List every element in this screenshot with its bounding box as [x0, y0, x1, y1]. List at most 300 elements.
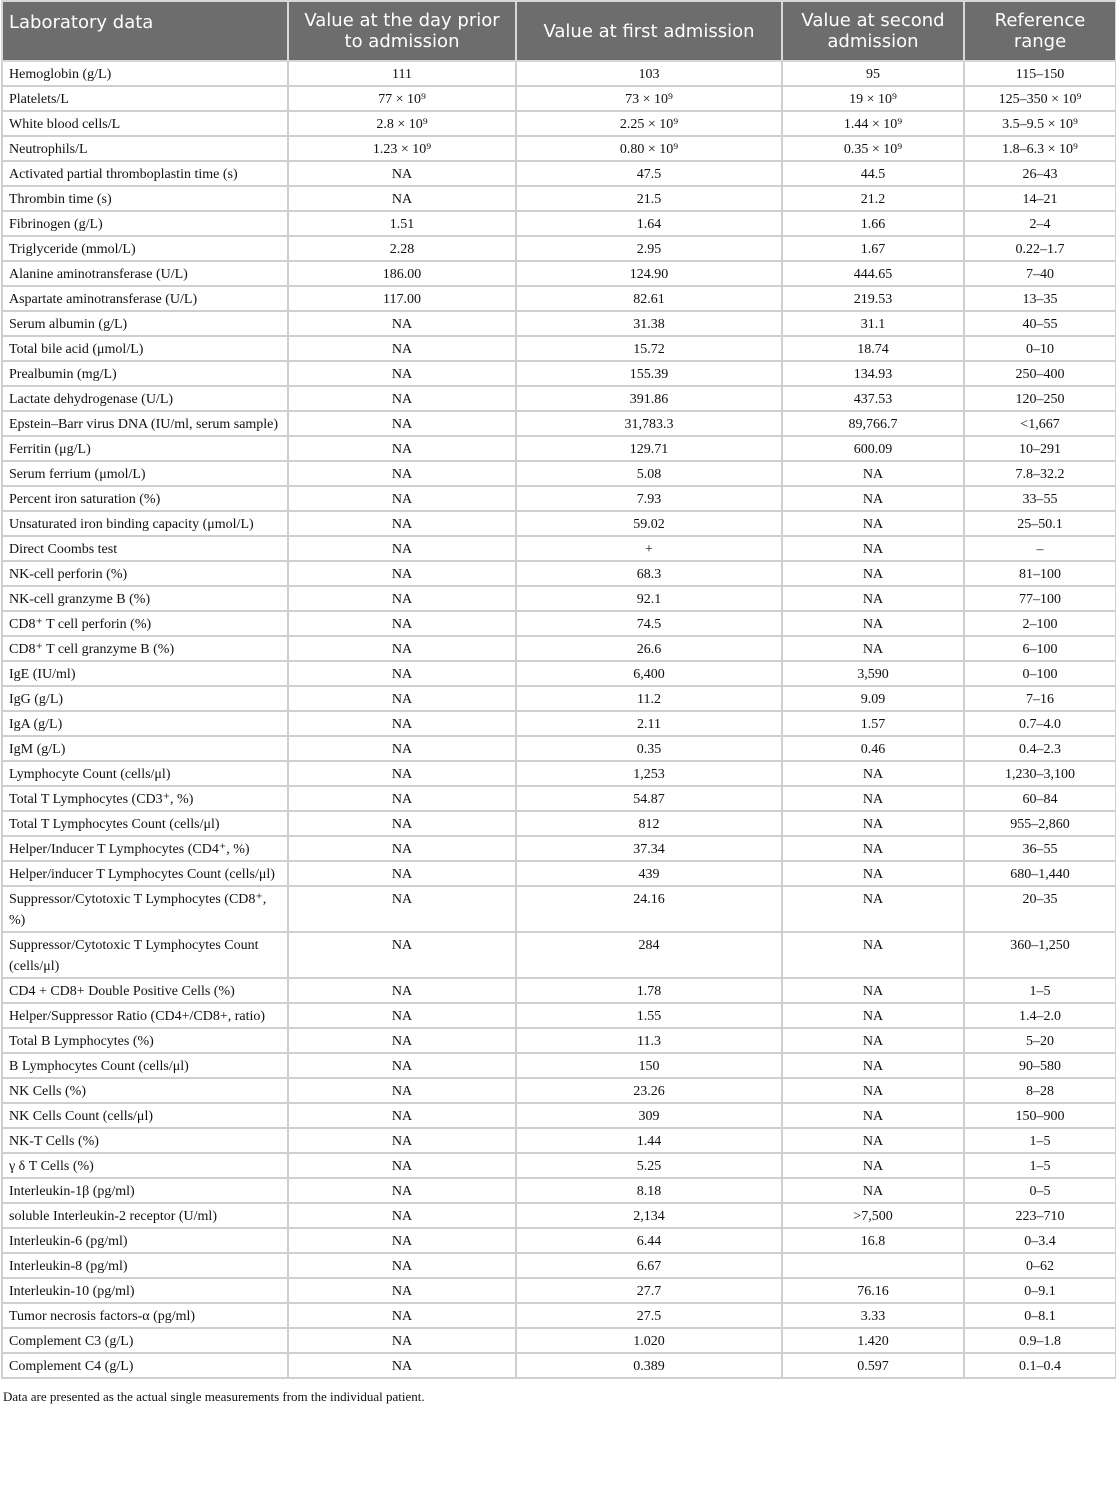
table-row: [2, 711, 1116, 736]
reference-range-cell: –: [964, 536, 1116, 561]
first-admission-value-cell: 11.3: [516, 1028, 782, 1053]
reference-range-cell: 36–55: [964, 836, 1116, 861]
lab-test-cell: B Lymphocytes Count (cells/μl): [2, 1053, 288, 1078]
reference-range-cell: 7–40: [964, 261, 1116, 286]
reference-range-cell: 1,230–3,100: [964, 761, 1116, 786]
reference-range-cell: 955–2,860: [964, 811, 1116, 836]
table-row: [2, 1078, 1116, 1103]
reference-range-cell: 3.5–9.5 × 10⁹: [964, 111, 1116, 136]
prior-day-value-cell: NA: [288, 536, 516, 561]
table-row: [2, 886, 1116, 932]
first-admission-value-cell: 129.71: [516, 436, 782, 461]
reference-range-cell: 1.4–2.0: [964, 1003, 1116, 1028]
lab-test-cell: Serum ferrium (μmol/L): [2, 461, 288, 486]
second-admission-value-cell: NA: [782, 461, 964, 486]
first-admission-value-cell: 5.08: [516, 461, 782, 486]
table-footnote: Data are presented as the actual single measurements from the individual patient.: [3, 1389, 425, 1404]
lab-test-cell: CD4 + CD8+ Double Positive Cells (%): [2, 978, 288, 1003]
prior-day-value-cell: NA: [288, 711, 516, 736]
lab-test-cell: IgG (g/L): [2, 686, 288, 711]
table-row: [2, 1003, 1116, 1028]
lab-test-cell: Percent iron saturation (%): [2, 486, 288, 511]
reference-range-cell: 7.8–32.2: [964, 461, 1116, 486]
table-row: [2, 978, 1116, 1003]
lab-test-cell: Complement C3 (g/L): [2, 1328, 288, 1353]
prior-day-value-cell: NA: [288, 736, 516, 761]
reference-range-cell: 0–10: [964, 336, 1116, 361]
lab-test-cell: Lymphocyte Count (cells/μl): [2, 761, 288, 786]
lab-test-cell: Lactate dehydrogenase (U/L): [2, 386, 288, 411]
second-admission-value-cell: NA: [782, 636, 964, 661]
column-header-lab-test: Laboratory data: [2, 1, 288, 61]
second-admission-value-cell: 9.09: [782, 686, 964, 711]
reference-range-cell: 1–5: [964, 1153, 1116, 1178]
reference-range-cell: 0–9.1: [964, 1278, 1116, 1303]
prior-day-value-cell: NA: [288, 786, 516, 811]
second-admission-value-cell: 21.2: [782, 186, 964, 211]
second-admission-value-cell: 0.597: [782, 1353, 964, 1378]
reference-range-cell: 0–62: [964, 1253, 1116, 1278]
lab-test-cell: Total bile acid (μmol/L): [2, 336, 288, 361]
reference-range-cell: 223–710: [964, 1203, 1116, 1228]
table-row: [2, 86, 1116, 111]
prior-day-value-cell: NA: [288, 761, 516, 786]
second-admission-value-cell: NA: [782, 786, 964, 811]
first-admission-value-cell: 54.87: [516, 786, 782, 811]
lab-test-cell: Unsaturated iron binding capacity (μmol/L): [2, 511, 288, 536]
first-admission-value-cell: 812: [516, 811, 782, 836]
first-admission-value-cell: 74.5: [516, 611, 782, 636]
first-admission-value-cell: 103: [516, 61, 782, 86]
table-row: [2, 861, 1116, 886]
second-admission-value-cell: [782, 1253, 964, 1278]
prior-day-value-cell: NA: [288, 1003, 516, 1028]
prior-day-value-cell: NA: [288, 611, 516, 636]
reference-range-cell: 7–16: [964, 686, 1116, 711]
prior-day-value-cell: NA: [288, 1053, 516, 1078]
table-row: [2, 1028, 1116, 1053]
lab-test-cell: Suppressor/Cytotoxic T Lymphocytes (CD8⁺, %): [2, 886, 288, 932]
table-header-row: [2, 1, 1116, 61]
prior-day-value-cell: NA: [288, 386, 516, 411]
prior-day-value-cell: NA: [288, 1153, 516, 1178]
table-row: [2, 1253, 1116, 1278]
reference-range-cell: 115–150: [964, 61, 1116, 86]
reference-range-cell: 25–50.1: [964, 511, 1116, 536]
reference-range-cell: 1.8–6.3 × 10⁹: [964, 136, 1116, 161]
table-row: [2, 786, 1116, 811]
table-row: [2, 1278, 1116, 1303]
lab-test-cell: Neutrophils/L: [2, 136, 288, 161]
reference-range-cell: 90–580: [964, 1053, 1116, 1078]
second-admission-value-cell: 31.1: [782, 311, 964, 336]
table-row: [2, 1203, 1116, 1228]
lab-test-cell: NK Cells Count (cells/μl): [2, 1103, 288, 1128]
first-admission-value-cell: 0.35: [516, 736, 782, 761]
table-row: [2, 836, 1116, 861]
table-row: [2, 586, 1116, 611]
table-row: [2, 1178, 1116, 1203]
table-row: [2, 111, 1116, 136]
second-admission-value-cell: NA: [782, 811, 964, 836]
first-admission-value-cell: 2.25 × 10⁹: [516, 111, 782, 136]
lab-test-cell: Hemoglobin (g/L): [2, 61, 288, 86]
prior-day-value-cell: NA: [288, 1303, 516, 1328]
table-row: [2, 386, 1116, 411]
second-admission-value-cell: 1.44 × 10⁹: [782, 111, 964, 136]
first-admission-value-cell: 1.020: [516, 1328, 782, 1353]
lab-test-cell: Total T Lymphocytes Count (cells/μl): [2, 811, 288, 836]
prior-day-value-cell: NA: [288, 836, 516, 861]
table-row: [2, 361, 1116, 386]
lab-test-cell: IgA (g/L): [2, 711, 288, 736]
lab-test-cell: NK-T Cells (%): [2, 1128, 288, 1153]
lab-test-cell: γ δ T Cells (%): [2, 1153, 288, 1178]
table-row: [2, 511, 1116, 536]
prior-day-value-cell: NA: [288, 1228, 516, 1253]
first-admission-value-cell: 37.34: [516, 836, 782, 861]
reference-range-cell: 81–100: [964, 561, 1116, 586]
reference-range-cell: 33–55: [964, 486, 1116, 511]
prior-day-value-cell: 77 × 10⁹: [288, 86, 516, 111]
reference-range-cell: 0–3.4: [964, 1228, 1116, 1253]
prior-day-value-cell: NA: [288, 561, 516, 586]
first-admission-value-cell: 6.44: [516, 1228, 782, 1253]
lab-test-cell: Alanine aminotransferase (U/L): [2, 261, 288, 286]
second-admission-value-cell: 1.57: [782, 711, 964, 736]
reference-range-cell: 1–5: [964, 1128, 1116, 1153]
lab-test-cell: White blood cells/L: [2, 111, 288, 136]
second-admission-value-cell: 44.5: [782, 161, 964, 186]
second-admission-value-cell: 95: [782, 61, 964, 86]
lab-test-cell: Helper/inducer T Lymphocytes Count (cells/μl): [2, 861, 288, 886]
table-row: [2, 536, 1116, 561]
table-row: [2, 1228, 1116, 1253]
table-row: [2, 561, 1116, 586]
table-row: [2, 761, 1116, 786]
second-admission-value-cell: NA: [782, 761, 964, 786]
first-admission-value-cell: 2.95: [516, 236, 782, 261]
table-row: [2, 811, 1116, 836]
reference-range-cell: 13–35: [964, 286, 1116, 311]
reference-range-cell: 0.1–0.4: [964, 1353, 1116, 1378]
first-admission-value-cell: 5.25: [516, 1153, 782, 1178]
prior-day-value-cell: 186.00: [288, 261, 516, 286]
lab-test-cell: Interleukin-6 (pg/ml): [2, 1228, 288, 1253]
second-admission-value-cell: 0.46: [782, 736, 964, 761]
lab-test-cell: CD8⁺ T cell granzyme B (%): [2, 636, 288, 661]
second-admission-value-cell: NA: [782, 1078, 964, 1103]
first-admission-value-cell: 155.39: [516, 361, 782, 386]
prior-day-value-cell: 1.51: [288, 211, 516, 236]
first-admission-value-cell: 2.11: [516, 711, 782, 736]
prior-day-value-cell: NA: [288, 486, 516, 511]
table-row: [2, 486, 1116, 511]
first-admission-value-cell: 0.389: [516, 1353, 782, 1378]
lab-test-cell: CD8⁺ T cell perforin (%): [2, 611, 288, 636]
second-admission-value-cell: NA: [782, 1028, 964, 1053]
table-row: [2, 736, 1116, 761]
lab-test-cell: Aspartate aminotransferase (U/L): [2, 286, 288, 311]
lab-test-cell: Epstein–Barr virus DNA (IU/ml, serum sample): [2, 411, 288, 436]
second-admission-value-cell: NA: [782, 978, 964, 1003]
reference-range-cell: 40–55: [964, 311, 1116, 336]
lab-test-cell: Activated partial thromboplastin time (s): [2, 161, 288, 186]
second-admission-value-cell: 16.8: [782, 1228, 964, 1253]
first-admission-value-cell: 309: [516, 1103, 782, 1128]
prior-day-value-cell: 111: [288, 61, 516, 86]
reference-range-cell: 10–291: [964, 436, 1116, 461]
table-row: [2, 261, 1116, 286]
first-admission-value-cell: 6,400: [516, 661, 782, 686]
lab-test-cell: Suppressor/Cytotoxic T Lymphocytes Count (cells/μl): [2, 932, 288, 978]
reference-range-cell: 0.7–4.0: [964, 711, 1116, 736]
reference-range-cell: 60–84: [964, 786, 1116, 811]
second-admission-value-cell: NA: [782, 1103, 964, 1128]
reference-range-cell: 0–100: [964, 661, 1116, 686]
prior-day-value-cell: 2.28: [288, 236, 516, 261]
first-admission-value-cell: 24.16: [516, 886, 782, 932]
second-admission-value-cell: 1.66: [782, 211, 964, 236]
second-admission-value-cell: 1.420: [782, 1328, 964, 1353]
table-row: [2, 186, 1116, 211]
table-row: [2, 436, 1116, 461]
first-admission-value-cell: 124.90: [516, 261, 782, 286]
second-admission-value-cell: NA: [782, 561, 964, 586]
prior-day-value-cell: NA: [288, 661, 516, 686]
first-admission-value-cell: 21.5: [516, 186, 782, 211]
table-row: [2, 236, 1116, 261]
reference-range-cell: 8–28: [964, 1078, 1116, 1103]
second-admission-value-cell: NA: [782, 836, 964, 861]
first-admission-value-cell: 7.93: [516, 486, 782, 511]
prior-day-value-cell: NA: [288, 1253, 516, 1278]
prior-day-value-cell: NA: [288, 361, 516, 386]
first-admission-value-cell: 1,253: [516, 761, 782, 786]
table-row: [2, 461, 1116, 486]
second-admission-value-cell: NA: [782, 886, 964, 932]
reference-range-cell: 0.22–1.7: [964, 236, 1116, 261]
second-admission-value-cell: 19 × 10⁹: [782, 86, 964, 111]
prior-day-value-cell: NA: [288, 1203, 516, 1228]
reference-range-cell: 1–5: [964, 978, 1116, 1003]
lab-test-cell: Direct Coombs test: [2, 536, 288, 561]
reference-range-cell: 0–5: [964, 1178, 1116, 1203]
table-row: [2, 1353, 1116, 1378]
first-admission-value-cell: 23.26: [516, 1078, 782, 1103]
prior-day-value-cell: NA: [288, 886, 516, 932]
first-admission-value-cell: 26.6: [516, 636, 782, 661]
reference-range-cell: 6–100: [964, 636, 1116, 661]
first-admission-value-cell: 8.18: [516, 1178, 782, 1203]
lab-test-cell: Helper/Inducer T Lymphocytes (CD4⁺, %): [2, 836, 288, 861]
first-admission-value-cell: 284: [516, 932, 782, 978]
lab-test-cell: NK-cell granzyme B (%): [2, 586, 288, 611]
prior-day-value-cell: NA: [288, 461, 516, 486]
second-admission-value-cell: 0.35 × 10⁹: [782, 136, 964, 161]
second-admission-value-cell: 219.53: [782, 286, 964, 311]
first-admission-value-cell: 31.38: [516, 311, 782, 336]
table-row: [2, 1328, 1116, 1353]
second-admission-value-cell: 600.09: [782, 436, 964, 461]
first-admission-value-cell: 1.64: [516, 211, 782, 236]
lab-test-cell: Tumor necrosis factors-α (pg/ml): [2, 1303, 288, 1328]
first-admission-value-cell: 1.78: [516, 978, 782, 1003]
prior-day-value-cell: NA: [288, 636, 516, 661]
prior-day-value-cell: NA: [288, 1078, 516, 1103]
first-admission-value-cell: 47.5: [516, 161, 782, 186]
prior-day-value-cell: NA: [288, 861, 516, 886]
second-admission-value-cell: NA: [782, 511, 964, 536]
first-admission-value-cell: 439: [516, 861, 782, 886]
prior-day-value-cell: NA: [288, 1028, 516, 1053]
table-row: [2, 661, 1116, 686]
table-row: [2, 211, 1116, 236]
table-row: [2, 286, 1116, 311]
lab-test-cell: Triglyceride (mmol/L): [2, 236, 288, 261]
prior-day-value-cell: 117.00: [288, 286, 516, 311]
prior-day-value-cell: NA: [288, 436, 516, 461]
first-admission-value-cell: 391.86: [516, 386, 782, 411]
prior-day-value-cell: 2.8 × 10⁹: [288, 111, 516, 136]
reference-range-cell: 77–100: [964, 586, 1116, 611]
second-admission-value-cell: >7,500: [782, 1203, 964, 1228]
laboratory-data-table: [1, 0, 1116, 1379]
first-admission-value-cell: 27.7: [516, 1278, 782, 1303]
first-admission-value-cell: 73 × 10⁹: [516, 86, 782, 111]
second-admission-value-cell: NA: [782, 611, 964, 636]
second-admission-value-cell: NA: [782, 486, 964, 511]
reference-range-cell: 14–21: [964, 186, 1116, 211]
first-admission-value-cell: 1.55: [516, 1003, 782, 1028]
lab-test-cell: Thrombin time (s): [2, 186, 288, 211]
second-admission-value-cell: 89,766.7: [782, 411, 964, 436]
second-admission-value-cell: NA: [782, 1178, 964, 1203]
reference-range-cell: 125–350 × 10⁹: [964, 86, 1116, 111]
prior-day-value-cell: NA: [288, 161, 516, 186]
prior-day-value-cell: NA: [288, 1128, 516, 1153]
prior-day-value-cell: NA: [288, 978, 516, 1003]
column-header-reference-range: Reference range: [964, 1, 1116, 61]
second-admission-value-cell: NA: [782, 861, 964, 886]
column-header-first-admission-value: Value at first admission: [516, 1, 782, 61]
prior-day-value-cell: NA: [288, 1103, 516, 1128]
prior-day-value-cell: NA: [288, 411, 516, 436]
first-admission-value-cell: 59.02: [516, 511, 782, 536]
prior-day-value-cell: NA: [288, 932, 516, 978]
lab-test-cell: Serum albumin (g/L): [2, 311, 288, 336]
reference-range-cell: <1,667: [964, 411, 1116, 436]
table-row: [2, 932, 1116, 978]
first-admission-value-cell: 15.72: [516, 336, 782, 361]
prior-day-value-cell: NA: [288, 1278, 516, 1303]
prior-day-value-cell: 1.23 × 10⁹: [288, 136, 516, 161]
reference-range-cell: 5–20: [964, 1028, 1116, 1053]
prior-day-value-cell: NA: [288, 511, 516, 536]
second-admission-value-cell: 18.74: [782, 336, 964, 361]
reference-range-cell: 2–100: [964, 611, 1116, 636]
second-admission-value-cell: 1.67: [782, 236, 964, 261]
table-row: [2, 136, 1116, 161]
table-row: [2, 1128, 1116, 1153]
table-row: [2, 1053, 1116, 1078]
lab-test-cell: Platelets/L: [2, 86, 288, 111]
reference-range-cell: 250–400: [964, 361, 1116, 386]
second-admission-value-cell: NA: [782, 536, 964, 561]
lab-test-cell: NK Cells (%): [2, 1078, 288, 1103]
reference-range-cell: 0–8.1: [964, 1303, 1116, 1328]
lab-test-cell: Complement C4 (g/L): [2, 1353, 288, 1378]
table-row: [2, 411, 1116, 436]
table-row: [2, 61, 1116, 86]
second-admission-value-cell: NA: [782, 1003, 964, 1028]
first-admission-value-cell: 11.2: [516, 686, 782, 711]
prior-day-value-cell: NA: [288, 311, 516, 336]
second-admission-value-cell: NA: [782, 1128, 964, 1153]
second-admission-value-cell: 3.33: [782, 1303, 964, 1328]
lab-test-cell: IgE (IU/ml): [2, 661, 288, 686]
table-row: [2, 636, 1116, 661]
first-admission-value-cell: +: [516, 536, 782, 561]
lab-test-cell: Fibrinogen (g/L): [2, 211, 288, 236]
reference-range-cell: 360–1,250: [964, 932, 1116, 978]
lab-test-cell: Interleukin-10 (pg/ml): [2, 1278, 288, 1303]
first-admission-value-cell: 1.44: [516, 1128, 782, 1153]
prior-day-value-cell: NA: [288, 586, 516, 611]
first-admission-value-cell: 27.5: [516, 1303, 782, 1328]
second-admission-value-cell: 76.16: [782, 1278, 964, 1303]
first-admission-value-cell: 31,783.3: [516, 411, 782, 436]
lab-test-cell: Prealbumin (mg/L): [2, 361, 288, 386]
table-row: [2, 161, 1116, 186]
second-admission-value-cell: 444.65: [782, 261, 964, 286]
first-admission-value-cell: 92.1: [516, 586, 782, 611]
reference-range-cell: 2–4: [964, 211, 1116, 236]
first-admission-value-cell: 68.3: [516, 561, 782, 586]
prior-day-value-cell: NA: [288, 811, 516, 836]
lab-test-cell: Total B Lymphocytes (%): [2, 1028, 288, 1053]
first-admission-value-cell: 150: [516, 1053, 782, 1078]
lab-test-cell: IgM (g/L): [2, 736, 288, 761]
second-admission-value-cell: NA: [782, 932, 964, 978]
second-admission-value-cell: 134.93: [782, 361, 964, 386]
prior-day-value-cell: NA: [288, 1328, 516, 1353]
lab-test-cell: Ferritin (μg/L): [2, 436, 288, 461]
lab-test-cell: NK-cell perforin (%): [2, 561, 288, 586]
first-admission-value-cell: 6.67: [516, 1253, 782, 1278]
prior-day-value-cell: NA: [288, 336, 516, 361]
first-admission-value-cell: 0.80 × 10⁹: [516, 136, 782, 161]
table-row: [2, 686, 1116, 711]
prior-day-value-cell: NA: [288, 186, 516, 211]
prior-day-value-cell: NA: [288, 686, 516, 711]
second-admission-value-cell: NA: [782, 1153, 964, 1178]
lab-test-cell: Interleukin-8 (pg/ml): [2, 1253, 288, 1278]
reference-range-cell: 680–1,440: [964, 861, 1116, 886]
prior-day-value-cell: NA: [288, 1353, 516, 1378]
column-header-prior-day-value: Value at the day prior to admission: [288, 1, 516, 61]
reference-range-cell: 0.4–2.3: [964, 736, 1116, 761]
first-admission-value-cell: 2,134: [516, 1203, 782, 1228]
table-row: [2, 1103, 1116, 1128]
reference-range-cell: 26–43: [964, 161, 1116, 186]
reference-range-cell: 150–900: [964, 1103, 1116, 1128]
second-admission-value-cell: 3,590: [782, 661, 964, 686]
second-admission-value-cell: 437.53: [782, 386, 964, 411]
table-row: [2, 1303, 1116, 1328]
reference-range-cell: 20–35: [964, 886, 1116, 932]
column-header-second-admission-value: Value at second admission: [782, 1, 964, 61]
